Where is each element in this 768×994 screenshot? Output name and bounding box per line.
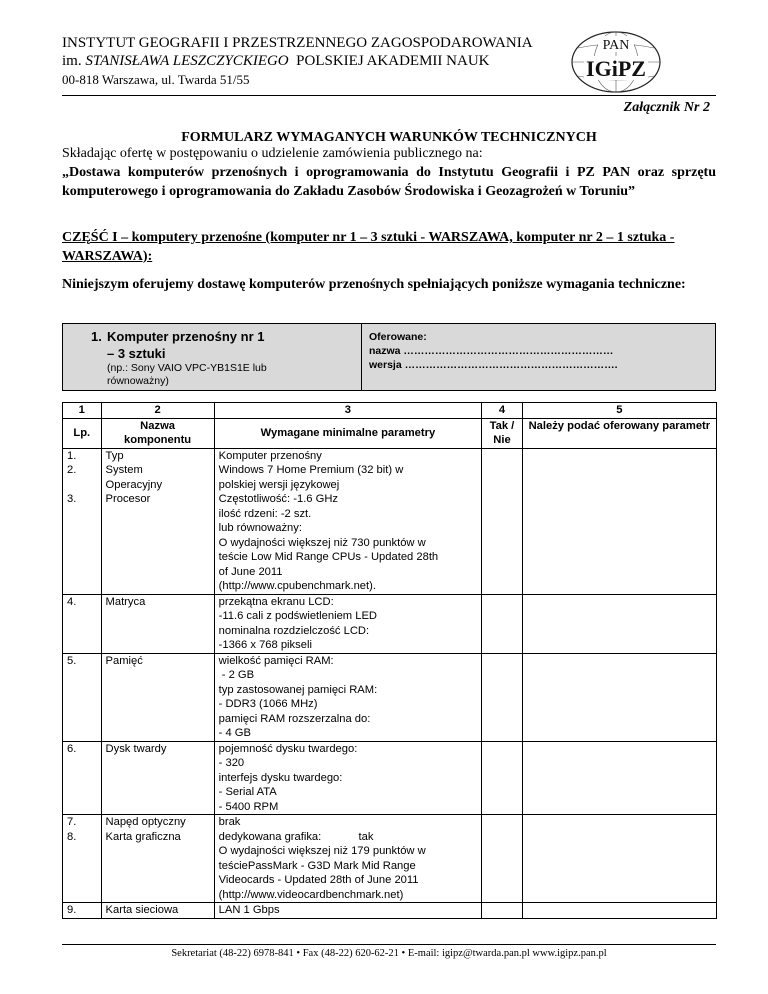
institute-name-line2 [62, 53, 490, 70]
row-component [101, 448, 214, 594]
row-offered-input[interactable] [522, 741, 716, 815]
annex-number: Załącznik Nr 2 [623, 100, 710, 115]
row-lp [63, 448, 102, 594]
row-offered-input[interactable] [522, 903, 716, 919]
row-params-line: Częstotliwość: -1.6 GHz [218, 493, 339, 505]
column-number-row [63, 403, 717, 419]
row-params-line: - 2 GB [218, 669, 255, 681]
form-title: FORMULARZ WYMAGANYCH WARUNKÓW TECHNICZNYCH [181, 130, 597, 145]
footer-rule [62, 944, 716, 945]
row-component [101, 653, 214, 741]
spec-offered-cell [369, 330, 618, 372]
header-lp: Lp. [63, 418, 102, 448]
row-component-line: Pamięć [105, 654, 143, 667]
offer-statement: Niniejszym oferujemy dostawę komputerów przenośnych spełniających poniższe wymagania techniczne: [62, 277, 686, 292]
table-row [63, 741, 717, 815]
part-heading: CZĘŚĆ I – komputery przenośne (komputer nr 1 – 3 sztuki - WARSZAWA, komputer nr 2 – 1 sztuka - WARSZAWA): [62, 230, 675, 264]
spec-name-line2: – 3 sztuki [107, 346, 166, 361]
row-yesno-input[interactable] [482, 594, 523, 653]
row-params-line: (http://www.cpubenchmark.net). [218, 580, 376, 592]
column-header-row [63, 418, 717, 448]
table-row [63, 448, 717, 594]
row-params-line: Windows 7 Home Premium (32 bit) w [218, 464, 404, 476]
offered-name-field[interactable]: nazwa …………………………………………………… [369, 345, 614, 357]
row-params-line: - 320 [218, 757, 245, 769]
row-component-line: Karta sieciowa [105, 904, 179, 916]
row-params-line: nominalna rozdzielczość LCD: [218, 624, 370, 637]
table-row [63, 903, 717, 919]
row-component [101, 903, 214, 919]
row-component-line: Matryca [105, 595, 146, 608]
col-number-1: 1 [63, 403, 102, 419]
row-params-line: brak [218, 816, 241, 828]
spec-header-box [62, 323, 716, 391]
table-row [63, 594, 717, 653]
row-lp-line: 2. [67, 464, 77, 476]
row-component [101, 594, 214, 653]
row-params-line: of June 2011 [218, 565, 283, 578]
row-component-line: Operacyjny [105, 478, 163, 491]
row-lp-line: 5. [67, 654, 77, 667]
intro-text: Składając ofertę w postępowaniu o udzielenie zamówienia publicznego na: [62, 146, 483, 161]
institute-suffix: POLSKIEJ AKADEMII NAUK [288, 53, 490, 69]
row-lp [63, 594, 102, 653]
row-lp [63, 741, 102, 815]
row-params-line: teściePassMark - G3D Mark Mid Range [218, 859, 416, 872]
row-lp-line [67, 478, 97, 493]
row-params [214, 903, 482, 919]
requirements-table [62, 402, 717, 919]
row-lp [63, 903, 102, 919]
institute-patron: STANISŁAWA LESZCZYCKIEGO [85, 53, 289, 69]
row-params-line: teście Low Mid Range CPUs - Updated 28th [218, 551, 439, 563]
row-params [214, 448, 482, 594]
institute-prefix: im. [62, 53, 86, 69]
row-yesno-input[interactable] [482, 903, 523, 919]
header-params: Wymagane minimalne parametry [214, 418, 482, 448]
offered-version-field[interactable]: wersja ……………………………………………………. [369, 359, 618, 371]
footer-contact: Sekretariat (48-22) 6978-841 • Fax (48-22) 620-62-21 • E-mail: igipz@twarda.pan.pl www.igipz.pan.pl [171, 948, 607, 959]
logo-text-igipz: IGiPZ [586, 56, 646, 81]
row-lp-line: 4. [67, 595, 77, 608]
row-params-line: dedykowana grafika: tak [218, 830, 374, 843]
col-number-2: 2 [101, 403, 214, 419]
row-yesno-input[interactable] [482, 448, 523, 594]
row-params-line: O wydajności większej niż 179 punktów w [218, 845, 426, 857]
row-lp-line: 1. [67, 449, 77, 462]
col-number-3: 3 [214, 403, 482, 419]
row-lp-line: 7. [67, 816, 77, 828]
row-lp-line: 6. [67, 742, 77, 755]
row-params-line: pamięci RAM rozszerzalna do: [218, 712, 371, 725]
row-params-line: LAN 1 Gbps [218, 904, 280, 916]
row-offered-input[interactable] [522, 448, 716, 594]
row-component-line: Procesor [105, 493, 151, 505]
row-params-line: Videocards - Updated 28th of June 2011 [218, 874, 419, 886]
row-params-line: ilość rdzeni: -2 szt. [218, 507, 312, 520]
spec-product-cell [63, 324, 362, 390]
row-component-line: Napęd optyczny [105, 816, 186, 828]
row-params-line: przekątna ekranu LCD: [218, 595, 334, 608]
row-lp-line: 3. [67, 493, 77, 505]
row-offered-input[interactable] [522, 653, 716, 741]
row-params-line: lub równoważny: [218, 522, 302, 534]
row-params-line: interfejs dysku twardego: [218, 771, 343, 784]
row-lp [63, 653, 102, 741]
row-lp [63, 815, 102, 903]
row-params [214, 653, 482, 741]
row-params [214, 815, 482, 903]
row-params-line: - 4 GB [218, 727, 251, 739]
spec-product-name [91, 328, 264, 362]
table-row [63, 815, 717, 903]
col-number-4: 4 [482, 403, 523, 419]
contract-name: „Dostawa komputerów przenośnych i oprogramowania do Instytutu Geografii i PZ PAN oraz sprzętu komputerowego i oprogramowania do Zakładu Zasobów Środowiska i Geozagrożeń w Toruniu” [62, 165, 716, 199]
institute-logo [570, 30, 662, 94]
row-component-line: System [105, 464, 143, 476]
row-params-line: typ zastosowanej pamięci RAM: [218, 683, 378, 696]
logo-text-pan: PAN [602, 38, 630, 53]
col-number-5: 5 [522, 403, 716, 419]
row-yesno-input[interactable] [482, 815, 523, 903]
header-yesno: Tak / Nie [482, 418, 523, 448]
offered-label: Oferowane: [369, 331, 427, 343]
row-offered-input[interactable] [522, 594, 716, 653]
row-params-line: - 5400 RPM [218, 800, 279, 813]
row-offered-input[interactable] [522, 815, 716, 903]
spec-name-line1: Komputer przenośny nr 1 [107, 329, 265, 344]
row-component [101, 815, 214, 903]
row-params-line: -11.6 cali z podświetleniem LED [218, 610, 377, 622]
row-yesno-input[interactable] [482, 741, 523, 815]
table-row [63, 653, 717, 741]
row-params [214, 594, 482, 653]
header-offered: Należy podać oferowany parametr [522, 418, 716, 448]
spec-number: 1. [91, 329, 102, 344]
row-params-line: polskiej wersji językowej [218, 478, 340, 491]
row-lp-line: 8. [67, 830, 77, 843]
institute-address: 00-818 Warszawa, ul. Twarda 51/55 [62, 72, 250, 87]
row-params-line: -1366 x 768 pikseli [218, 639, 312, 651]
row-params-line: Komputer przenośny [218, 449, 322, 462]
row-params-line: pojemność dysku twardego: [218, 742, 358, 755]
row-params-line: - Serial ATA [218, 786, 277, 798]
row-component-line: Karta graficzna [105, 830, 181, 843]
header-rule [62, 95, 716, 96]
row-params-line: O wydajności większej niż 730 punktów w [218, 536, 426, 549]
spec-example: (np.: Sony VAIO VPC-YB1S1E lub równoważny) [107, 362, 267, 387]
row-component-line: Typ [105, 449, 124, 462]
row-params-line: wielkość pamięci RAM: [218, 654, 334, 667]
row-yesno-input[interactable] [482, 653, 523, 741]
row-params [214, 741, 482, 815]
header-component: Nazwa komponentu [101, 418, 214, 448]
row-component-line: Dysk twardy [105, 742, 167, 755]
institute-name-line1: INSTYTUT GEOGRAFII I PRZESTRZENNEGO ZAGOSPODAROWANIA [62, 35, 533, 51]
row-params-line: - DDR3 (1066 MHz) [218, 698, 318, 710]
row-component [101, 741, 214, 815]
row-lp-line: 9. [67, 904, 77, 916]
row-params-line: (http://www.videocardbenchmark.net) [218, 888, 404, 901]
